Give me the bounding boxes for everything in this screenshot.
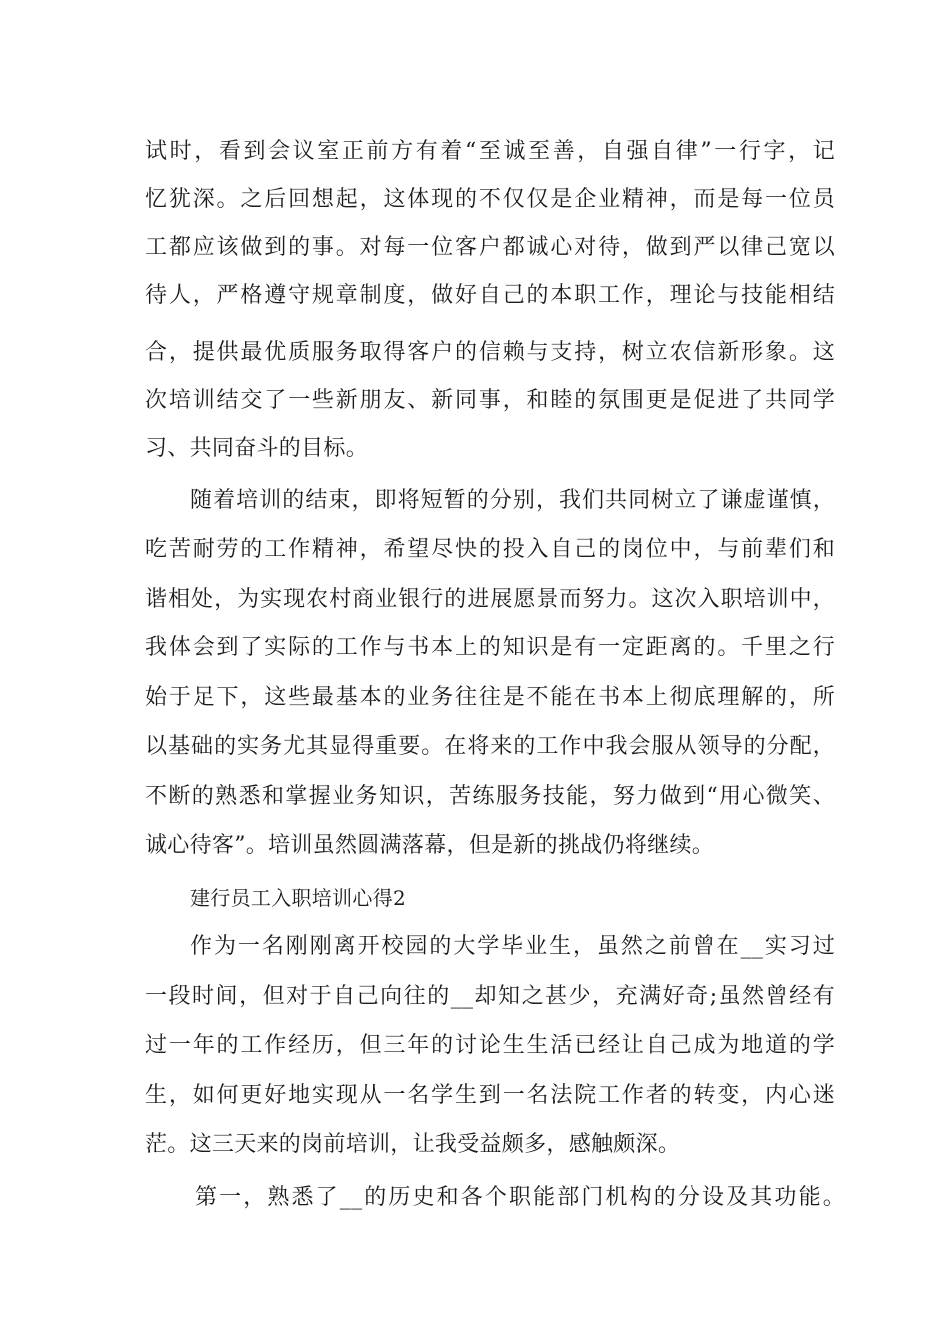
text-line: 我体会到了实际的工作与书本上的知识是有一定距离的。千里之行 — [145, 635, 835, 660]
text-line: 吃苦耐劳的工作精神，希望尽快的投入自己的岗位中，与前辈们和 — [145, 537, 835, 562]
text-line: 始于足下，这些最基本的业务往往是不能在书本上彻底理解的，所 — [145, 685, 835, 710]
text-line: 一段时间，但对于自己向往的__却知之甚少，充满好奇;虽然曾经有 — [145, 984, 835, 1009]
text-line: 过一年的工作经历，但三年的讨论生生活已经让自己成为地道的学 — [145, 1033, 835, 1058]
text-line: 试时，看到会议室正前方有着“至诚至善，自强自律”一行字，记 — [145, 139, 835, 164]
text-line: 工都应该做到的事。对每一位客户都诚心对待，做到严以律己宽以 — [145, 235, 835, 260]
text-line: 待人，严格遵守规章制度，做好自己的本职工作，理论与技能相结 — [145, 283, 835, 308]
paragraph-first-line: 作为一名刚刚离开校园的大学毕业生，虽然之前曾在__实习过 — [190, 934, 835, 959]
text-line: 生，如何更好地实现从一名学生到一名法院工作者的转变，内心迷 — [145, 1083, 835, 1108]
paragraph-first-line: 随着培训的结束，即将短暂的分别，我们共同树立了谦虚谨慎， — [190, 488, 835, 513]
text-line: 以基础的实务尤其显得重要。在将来的工作中我会服从领导的分配， — [145, 734, 835, 759]
paragraph-first-line: 第一，熟悉了__的历史和各个职能部门机构的分设及其功能。 — [195, 1185, 845, 1210]
text-line: 茫。这三天来的岗前培训，让我受益颇多，感触颇深。 — [145, 1132, 681, 1157]
section-heading: 建行员工入职培训心得2 — [190, 886, 407, 910]
text-line: 次培训结交了一些新朋友、新同事，和睦的氛围更是促进了共同学 — [145, 388, 835, 413]
text-line: 诚心待客”。培训虽然圆满落幕，但是新的挑战仍将继续。 — [145, 833, 715, 858]
text-line: 合，提供最优质服务取得客户的信赖与支持，树立农信新形象。这 — [145, 340, 835, 365]
text-line: 谐相处，为实现农村商业银行的进展愿景而努力。这次入职培训中， — [145, 587, 835, 612]
text-line: 习、共同奋斗的目标。 — [145, 436, 369, 461]
text-line: 不断的熟悉和掌握业务知识，苦练服务技能，努力做到“用心微笑、 — [145, 784, 835, 809]
text-line: 忆犹深。之后回想起，这体现的不仅仅是企业精神，而是每一位员 — [145, 187, 835, 212]
